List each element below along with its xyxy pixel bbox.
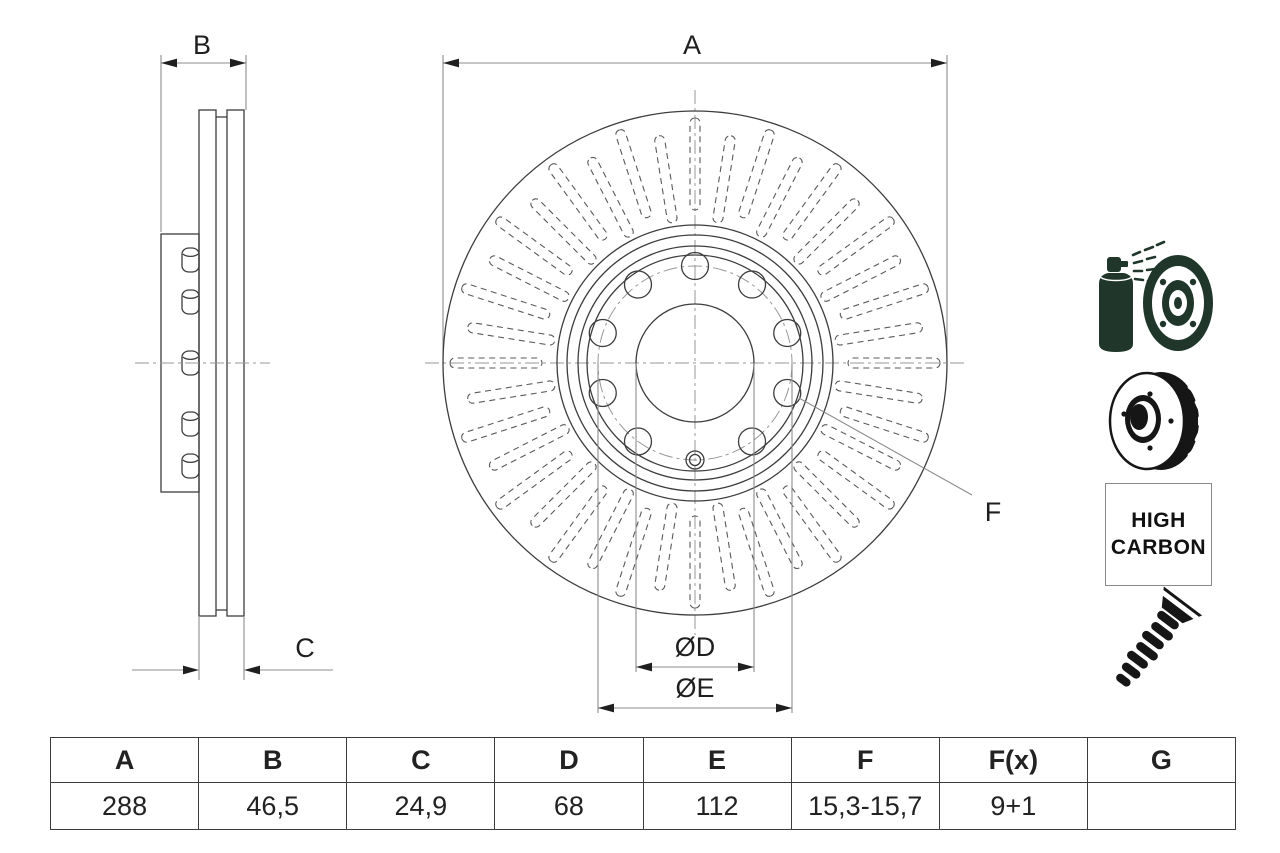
table-header-cell: B — [199, 738, 347, 783]
dim-label-a: A — [682, 30, 702, 60]
hat-hole — [182, 290, 199, 314]
hat-hole-rim — [183, 418, 198, 420]
vent-slot — [494, 449, 574, 511]
vent-slot — [834, 380, 922, 404]
countersunk-screw-icon — [1102, 587, 1202, 698]
dim-label-e: ØE — [675, 673, 715, 703]
table-value-cell: 68 — [495, 783, 643, 830]
vent-slot — [819, 423, 902, 472]
vent-slot — [781, 162, 843, 242]
table-header-cell: F(x) — [939, 738, 1087, 783]
vent-slot — [792, 197, 861, 266]
table-header-row — [51, 738, 1236, 783]
vent-slot — [819, 254, 902, 303]
vent-slot — [816, 449, 896, 511]
hat-hole-rim — [183, 357, 198, 359]
front-view — [425, 30, 1001, 713]
hat-hole — [182, 248, 199, 272]
table-header-cell: G — [1087, 738, 1235, 783]
hat-hole — [182, 412, 199, 436]
table-header-cell: D — [495, 738, 643, 783]
vented-disc-icon — [1110, 372, 1203, 470]
table-value-cell: 24,9 — [347, 783, 495, 830]
table-value-cell: 112 — [643, 783, 791, 830]
dim-label-c: C — [295, 633, 315, 663]
vent-slot — [586, 487, 635, 570]
vent-slot — [755, 156, 804, 239]
high-carbon-label — [1105, 483, 1212, 586]
wheel-bolt-hole — [589, 379, 616, 406]
vent-slot — [712, 135, 736, 223]
vent-slot — [834, 322, 922, 346]
dim-label-f: F — [984, 497, 1002, 527]
table-header-cell: E — [643, 738, 791, 783]
vent-slot — [547, 484, 609, 564]
vent-slot — [488, 423, 571, 472]
vent-slot — [755, 487, 804, 570]
table-value-cell: 15,3-15,7 — [791, 783, 939, 830]
high-carbon-line1: HIGH — [1131, 509, 1186, 533]
dim-label-b: B — [192, 30, 212, 60]
table-value-cell: 46,5 — [199, 783, 347, 830]
vent-slot — [529, 197, 598, 266]
vent-slot — [586, 156, 635, 239]
wheel-bolt-hole — [739, 428, 766, 455]
vent-slot — [792, 460, 861, 529]
vent-slot — [547, 162, 609, 242]
vent-slot — [654, 502, 678, 590]
table-header-cell: C — [347, 738, 495, 783]
table-value-cell — [1087, 783, 1235, 830]
leader-line-f — [799, 398, 972, 495]
vent-slot — [494, 215, 574, 277]
vent-slot — [712, 502, 736, 590]
table-value-row — [51, 783, 1236, 830]
side-view — [132, 30, 333, 680]
dimension-table — [50, 737, 1236, 830]
high-carbon-line2: CARBON — [1110, 535, 1207, 559]
hat-hole-rim — [183, 296, 198, 298]
hat-hole — [182, 454, 199, 478]
table-header-cell: F — [791, 738, 939, 783]
table-value-cell: 288 — [51, 783, 199, 830]
vent-slot — [488, 254, 571, 303]
spray-can-coated-disc-icon — [1099, 242, 1213, 352]
vent-slot — [816, 215, 896, 277]
vent-slot — [467, 322, 555, 346]
vent-slot — [467, 380, 555, 404]
vent-slot — [529, 460, 598, 529]
hat-hole-rim — [183, 460, 198, 462]
table-value-cell: 9+1 — [939, 783, 1087, 830]
hat-hole-rim — [183, 254, 198, 256]
wheel-bolt-hole — [739, 271, 766, 298]
table-header-cell: A — [51, 738, 199, 783]
vent-slot — [781, 484, 843, 564]
vent-slot — [654, 135, 678, 223]
dim-label-d: ØD — [674, 632, 716, 662]
